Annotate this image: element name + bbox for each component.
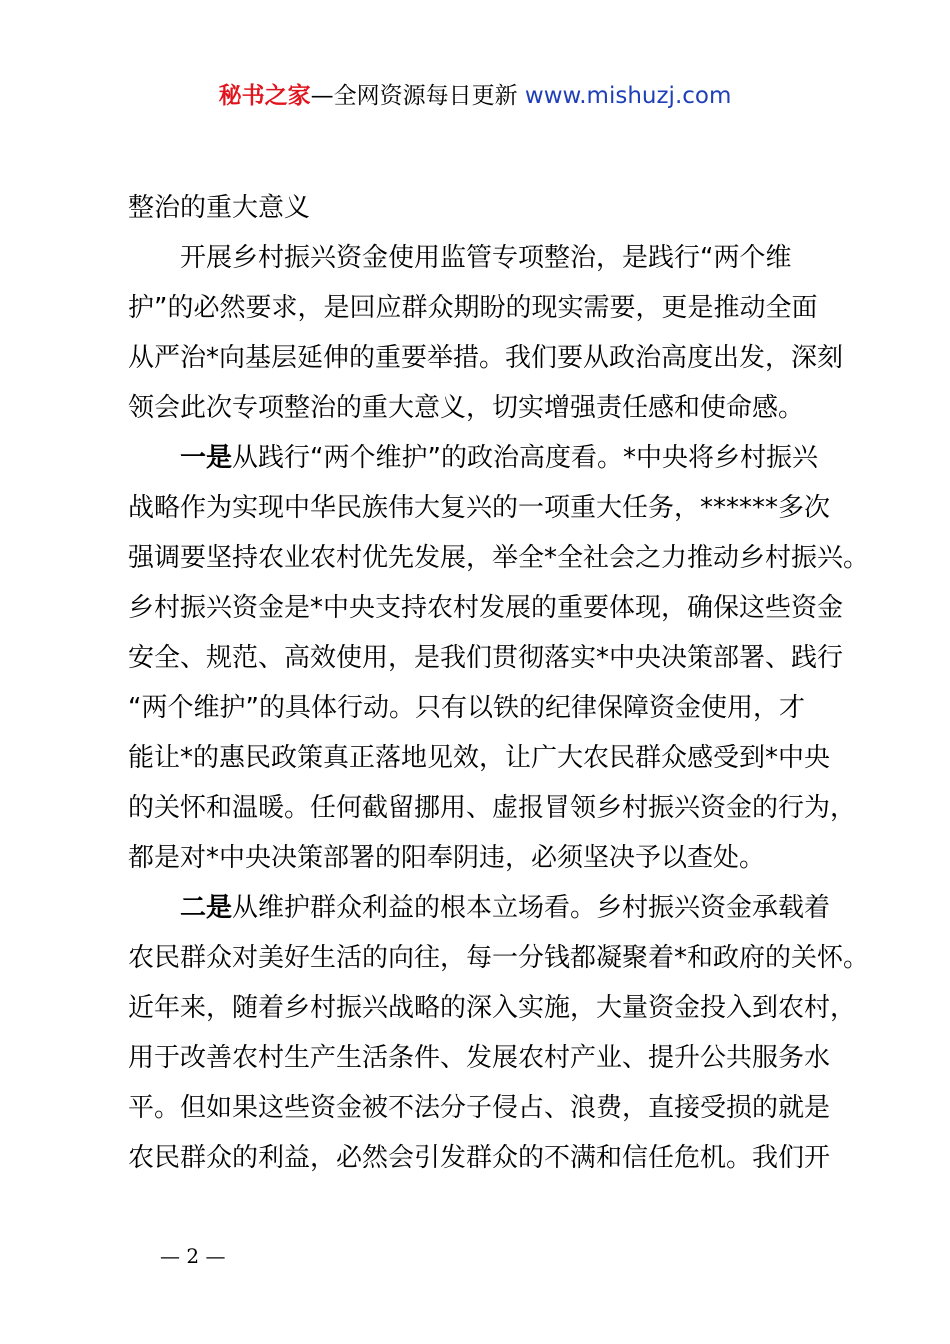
body-line: 安全、规范、高效使用，是我们贯彻落实*中央决策部署、践行 — [128, 643, 844, 673]
body-line: 农民群众对美好生活的向往，每一分钱都凝聚着*和政府的关怀。 — [128, 943, 870, 973]
body-line: 强调要坚持农业农村优先发展，举全*全社会之力推动乡村振兴。 — [128, 543, 870, 573]
body-line: 都是对*中央决策部署的阳奉阴违，必须坚决予以查处。 — [128, 843, 766, 873]
document-body — [128, 183, 870, 1183]
body-line: 农民群众的利益，必然会引发群众的不满和信任危机。我们开 — [128, 1143, 831, 1173]
body-line: “两个维护”的具体行动。只有以铁的纪律保障资金使用，才 — [128, 693, 805, 723]
body-line: 平。但如果这些资金被不法分子侵占、浪费，直接受损的就是 — [128, 1093, 831, 1123]
body-line: 领会此次专项整治的重大意义，切实增强责任感和使命感。 — [128, 393, 805, 423]
body-line: 的关怀和温暖。任何截留挪用、虚报冒领乡村振兴资金的行为， — [128, 793, 857, 823]
body-line-point-one — [128, 433, 853, 483]
body-line-point-two — [128, 883, 853, 933]
header-tagline: —全网资源每日更新 — [310, 83, 518, 109]
body-line: 从严治*向基层延伸的重要举措。我们要从政治高度出发，深刻 — [128, 343, 844, 373]
body-line: 开展乡村振兴资金使用监管专项整治，是践行“两个维 — [180, 243, 792, 273]
header-url-link[interactable]: www.mishuzj.com — [524, 83, 732, 109]
point-one-text: 从践行“两个维护”的政治高度看。*中央将乡村振兴 — [232, 443, 818, 473]
body-line: 战略作为实现中华民族伟大复兴的一项重大任务，******多次 — [128, 493, 831, 523]
body-line: 护”的必然要求，是回应群众期盼的现实需要，更是推动全面 — [128, 293, 818, 323]
body-line: 乡村振兴资金是*中央支持农村发展的重要体现，确保这些资金 — [128, 593, 844, 623]
page-header — [0, 80, 950, 112]
point-two-text: 从维护群众利益的根本立场看。乡村振兴资金承载着 — [232, 893, 831, 923]
point-one-label: 一是 — [180, 443, 233, 473]
body-line: 近年来，随着乡村振兴战略的深入实施，大量资金投入到农村， — [128, 993, 857, 1023]
body-line: 能让*的惠民政策真正落地见效，让广大农民群众感受到*中央 — [128, 743, 831, 773]
point-two-label: 二是 — [180, 893, 233, 923]
body-line: 整治的重大意义 — [128, 193, 311, 223]
body-line: 用于改善农村生产生活条件、发展农村产业、提升公共服务水 — [128, 1043, 831, 1073]
page-number: — 2 — — [160, 1244, 226, 1268]
brand-name: 秘书之家 — [218, 83, 311, 109]
